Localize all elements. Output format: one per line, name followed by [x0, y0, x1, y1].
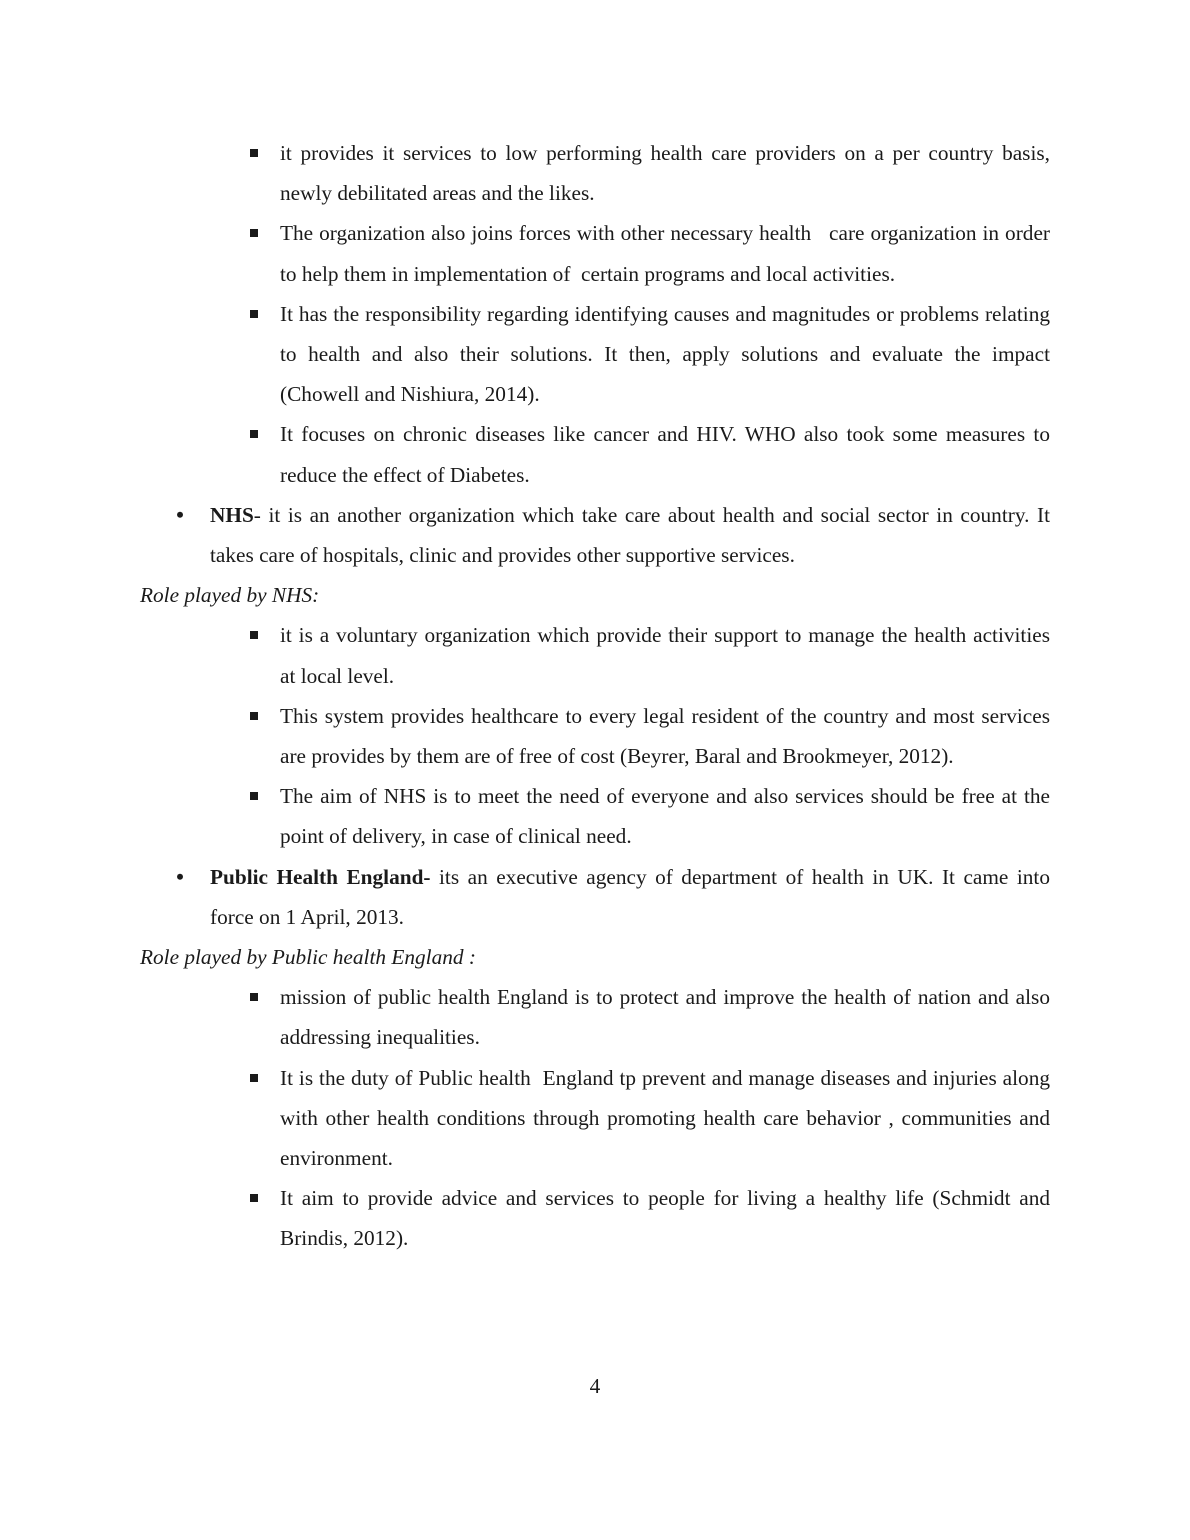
list-item-text: it provides it services to low performing health care providers on a per country basis, newly debilitated areas and the likes. — [280, 141, 1050, 206]
square-bullet-icon — [250, 631, 258, 639]
list-item — [280, 414, 1050, 494]
list-item-text: This system provides healthcare to every legal resident of the country and most services are provides by them are of free of cost (Beyrer, Baral and Brookmeyer, 2012). — [280, 703, 1050, 769]
list-item — [280, 133, 1050, 213]
list-item-text: It has the responsibility regarding identifying causes and magnitudes or problems relating to health and also their solutions. It then, apply solutions and evaluate the impact (Chowell and Nishiura, 2014). — [280, 301, 1050, 407]
role-phe-heading: Role played by Public health England : — [140, 945, 476, 970]
square-bullet-icon — [250, 149, 258, 157]
list-item-text: The aim of NHS is to meet the need of everyone and also services should be free at the point of delivery, in case of clinical need. — [280, 784, 1050, 849]
role-nhs-heading: Role played by NHS: — [140, 583, 320, 608]
list-item — [280, 696, 1050, 776]
square-bullet-icon — [250, 792, 258, 800]
phe-term: Public Health England- — [210, 864, 431, 889]
list-item — [280, 1058, 1056, 1179]
page-number: 4 — [589, 1374, 601, 1398]
list-item — [280, 213, 1056, 293]
square-bullet-icon — [250, 993, 258, 1001]
phe-description: its an executive agency of department of health in UK. It came into force on 1 April, 2013. — [210, 864, 1050, 929]
square-bullet-icon — [250, 430, 258, 438]
list-item — [280, 294, 1050, 415]
list-item-text: It aim to provide advice and services to people for living a healthy life (Schmidt and Brindis, 2012). — [280, 1186, 1050, 1251]
list-item — [280, 615, 1050, 695]
list-item-text: It is the duty of Public health England tp prevent and manage diseases and injuries along with other health conditions through promoting health care behavior , communities and environment. — [280, 1065, 1056, 1171]
list-item — [280, 1178, 1050, 1258]
nhs-description: - it is an another organization which take care about health and social sector in country. It takes care of hospitals, clinic and provides other supportive services. — [210, 502, 1050, 568]
list-item — [280, 776, 1050, 856]
round-bullet-icon: • — [176, 501, 184, 527]
nhs-term: NHS — [210, 502, 254, 527]
list-item-text: It focuses on chronic diseases like cancer and HIV. WHO also took some measures to reduce the effect of Diabetes. — [280, 422, 1050, 487]
square-bullet-icon — [250, 229, 258, 237]
nhs-entry — [176, 495, 1050, 575]
list-item-text: it is a voluntary organization which provide their support to manage the health activities at local level. — [280, 623, 1050, 688]
list-item — [280, 977, 1050, 1057]
square-bullet-icon — [250, 1194, 258, 1202]
square-bullet-icon — [250, 310, 258, 318]
square-bullet-icon — [250, 1074, 258, 1082]
square-bullet-icon — [250, 712, 258, 720]
phe-entry — [176, 857, 1050, 937]
document-body — [140, 133, 1056, 1259]
list-item-text: The organization also joins forces with other necessary health care organization in order to help them in implementation of certain programs and local activities. — [280, 221, 1056, 286]
list-item-text: mission of public health England is to protect and improve the health of nation and also addressing inequalities. — [280, 985, 1050, 1050]
round-bullet-icon: • — [176, 863, 184, 889]
